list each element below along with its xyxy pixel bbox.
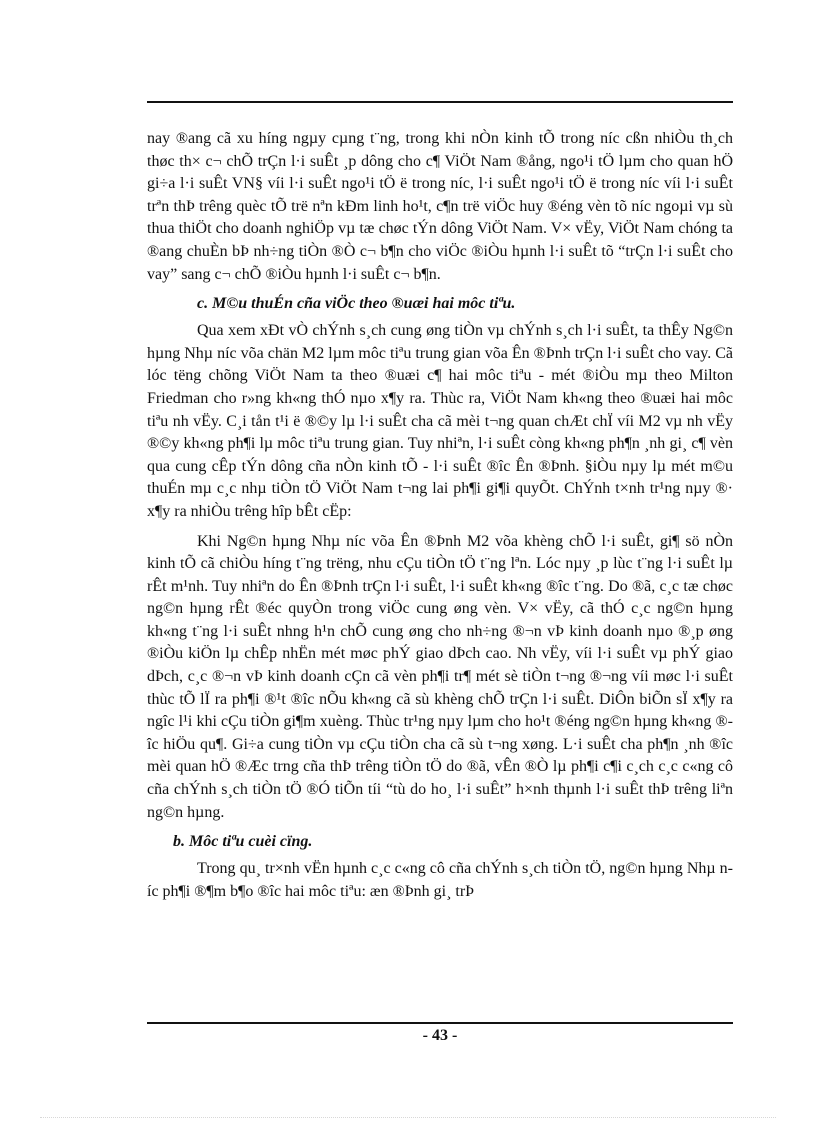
page-edge-divider bbox=[40, 1117, 776, 1118]
page-number: - 43 - bbox=[422, 1027, 458, 1044]
paragraph-intro: nay ®ang cã xu híng ngµy cµng t¨ng, trong khi nÒn kinh tÕ trong níc cßn nhiÒu th¸ch thøc th× c¬ chÕ trÇn l·i suÊt ¸p dông cho c¶ ViÖt Nam ®ång, ngo¹i tÖ lµm cho quan hÖ gi÷a l·i suÊt VN§ víi l·i suÊt ngo¹i tÖ ë trong níc, l·i suÊt ngo¹i tÖ ë trong níc víi l·i suÊt trªn thÞ trêng quèc tÕ trë nªn kÐm linh ho¹t, c¶n trë viÖc huy ®éng vèn tõ níc ngoµi vµ sù thua thiÖt cho doanh nghiÖp vµ tæ chøc tÝn dông ViÖt Nam. V× vËy, ViÖt Nam chóng ta ®ang chuÈn bÞ nh÷ng tiÒn ®Ò c¬ b¶n cho viÖc ®iÒu hµnh l·i suÊt tõ “trÇn l·i suÊt cho vay” sang c¬ chÕ ®iÒu hµnh l·i suÊt c¬ b¶n. bbox=[147, 130, 733, 283]
paragraph-final-goal: Trong qu¸ tr×nh vËn hµnh c¸c c«ng cô cña chÝnh s¸ch tiÒn tÖ, ng©n hµng Nhµ níc ph¶i ®¶m b¶o ®îc hai môc tiªu: æn ®Þnh gi¸ trÞ bbox=[147, 860, 733, 900]
section-heading-b: b. Môc tiªu cuèi cïng. bbox=[173, 833, 313, 851]
page-body bbox=[147, 128, 733, 903]
header-rule bbox=[147, 101, 733, 103]
footer-rule bbox=[147, 1022, 733, 1024]
paragraph-example: Khi Ng©n hµng Nhµ níc võa Ên ®Þnh M2 võa khèng chÕ l·i suÊt, gi¶ sö nÒn kinh tÕ cã chiÒu híng t¨ng trëng, nhu cÇu tiÒn tÖ t¨ng lªn. Lóc nµy ¸p lùc t¨ng l·i suÊt lµ rÊt m¹nh. Tuy nhiªn do Ên ®Þnh trÇn l·i suÊt, l·i suÊt kh«ng ®îc t¨ng. Do ®ã, c¸c tæ chøc ng©n hµng rÊt ®éc quyÒn trong viÖc cung øng vèn. V× vËy, cã thÓ c¸c ng©n hµng kh«ng t¨ng l·i suÊt nhng h¹n chÕ cung øng cho nh÷ng ®¬n vÞ kinh doanh nµo ®¸p øng ®iÒu kiÖn lµ chÊp nhËn mét møc phÝ giao dÞch cao. Nh vËy, víi l·i suÊt vµ phÝ giao dÞch, c¸c ®¬n vÞ kinh doanh cÇn cã vèn ph¶i tr¶ mét sè tiÒn t¬ng ®¬ng víi møc l·i suÊt thùc tÕ lÏ ra ph¶i ®¹t ®îc nÕu kh«ng cã sù khèng chÕ trÇn l·i suÊt. DiÔn biÕn sÏ x¶y ra ngîc l¹i khi cÇu tiÒn gi¶m xuèng. Thùc tr¹ng nµy lµm cho ho¹t ®éng ng©n hµng kh«ng ®îc hiÖu qu¶. Gi÷a cung tiÒn vµ cÇu tiÒn cha cã sù t¬ng xøng. L·i suÊt cha ph¶n ¸nh ®îc mèi quan hÖ ®Æc trng cña thÞ trêng tiÒn tÖ do ®ã, vÊn ®Ò lµ ph¶i c¶i c¸ch c¸c c«ng cô cña chÝnh s¸ch tiÒn tÖ ®Ó tiÕn tíi “tù do ho¸ l·i suÊt” h×nh thµnh l·i suÊt thÞ trêng liªn ng©n hµng. bbox=[147, 532, 733, 821]
section-heading-c: c. M©u thuÉn cña viÖc theo ®uæi hai môc tiªu. bbox=[197, 295, 516, 313]
paragraph-policy: Qua xem xÐt vÒ chÝnh s¸ch cung øng tiÒn vµ chÝnh s¸ch l·i suÊt, ta thÊy Ng©n hµng Nhµ níc võa chän M2 lµm môc tiªu trung gian võa Ên ®Þnh trÇn l·i suÊt cho vay. Cã lóc tëng chõng ViÖt Nam ta theo ®uæi c¶ hai môc tiªu - mét ®iÒu mµ theo Milton Friedman cho r»ng kh«ng thÓ nµo x¶y ra. Thùc ra, ViÖt Nam kh«ng theo ®uæi hai môc tiªu nh vËy. C¸i tån t¹i ë ®©y lµ l·i suÊt cha cã mèi t¬ng quan chÆt chÏ víi M2 vµ nh vËy ®©y kh«ng ph¶i lµ môc tiªu trung gian. Tuy nhiªn, l·i suÊt còng kh«ng ph¶n ¸nh gi¸ c¶ vèn qua cung cÊp tÝn dông cña nÒn kinh tÕ - l·i suÊt ®îc Ên ®Þnh. §iÒu nµy lµ mét m©u thuÉn mµ c¸c nhµ tiÒn tÖ ViÖt Nam t¬ng lai ph¶i gi¶i quyÕt. ChÝnh t×nh tr¹ng nµy ®· x¶y ra nhiÒu trêng hîp bÊt cËp: bbox=[147, 322, 733, 520]
